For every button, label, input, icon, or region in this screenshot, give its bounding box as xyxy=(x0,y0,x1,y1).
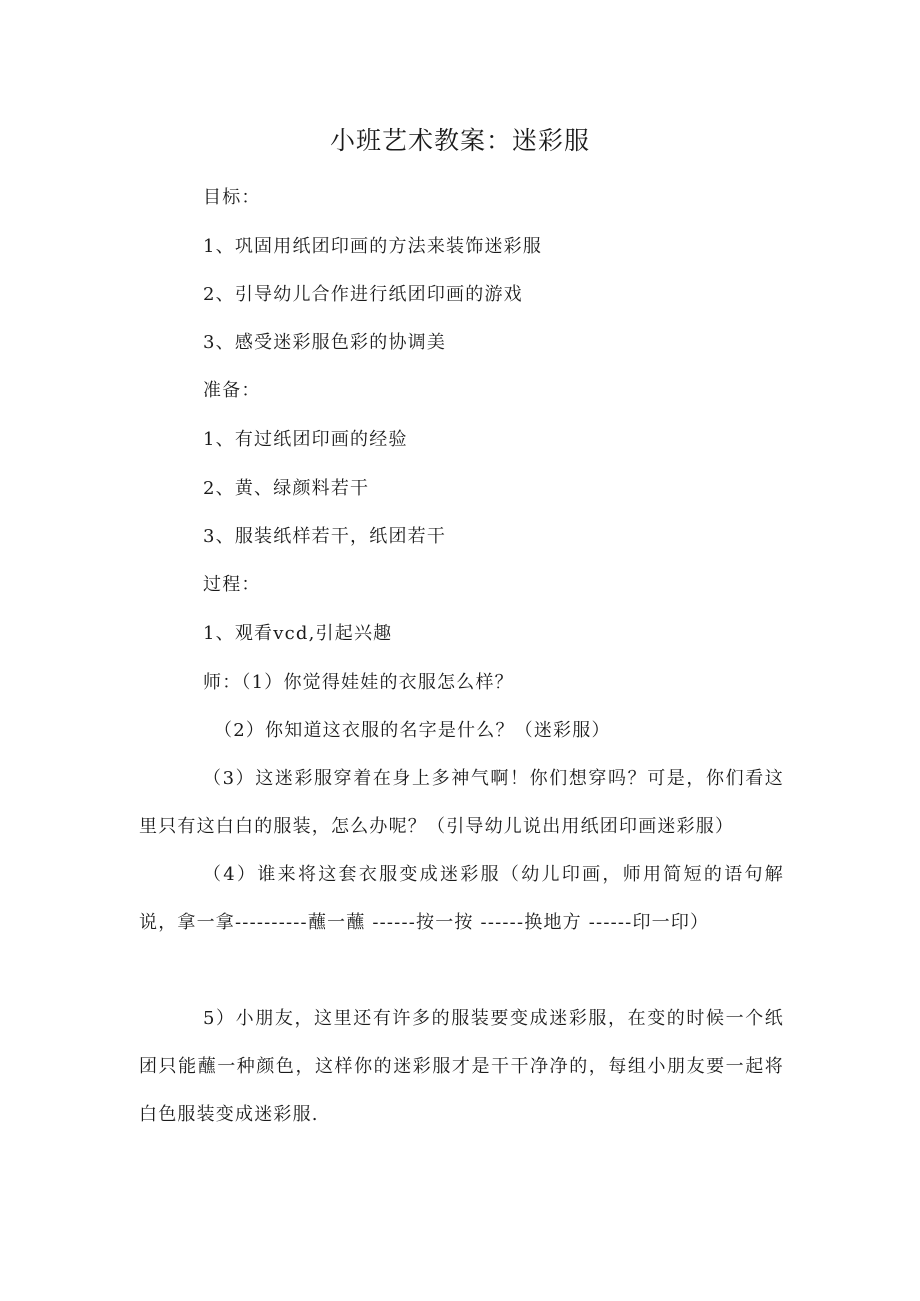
preparation-item-2: 2、黄、绿颜料若干 xyxy=(203,478,370,499)
goal-item-1: 1、巩固用纸团印画的方法来装饰迷彩服 xyxy=(203,236,543,257)
process-question-1: 师：（1）你觉得娃娃的衣服怎么样？ xyxy=(203,672,514,693)
preparation-item-3: 3、服装纸样若干，纸团若干 xyxy=(203,526,447,547)
preparation-heading: 准备： xyxy=(203,380,261,401)
process-question-5: 5）小朋友，这里还有许多的服装要变成迷彩服，在变的时候一个纸团只能蘸一种颜色，这样你的迷彩服才是干干净净的，每组小朋友要一起将白色服装变成迷彩服. xyxy=(139,1008,784,1125)
process-step-1: 1、观看vcd,引起兴趣 xyxy=(203,623,393,644)
goal-item-2: 2、引导幼儿合作进行纸团印画的游戏 xyxy=(203,284,523,305)
process-question-2: （2）你知道这衣服的名字是什么？（迷彩服） xyxy=(214,720,611,741)
process-heading: 过程： xyxy=(203,574,261,595)
goals-heading: 目标： xyxy=(203,187,261,208)
process-question-4: （4）谁来将这套衣服变成迷彩服（幼儿印画，师用简短的语句解说，拿一拿----------蘸一蘸 ------按一按 ------换地方 ------印一印） xyxy=(139,864,784,933)
preparation-item-1: 1、有过纸团印画的经验 xyxy=(203,429,408,450)
process-question-3: （3）这迷彩服穿着在身上多神气啊！你们想穿吗？可是，你们看这里只有这白白的服装，怎么办呢？（引导幼儿说出用纸团印画迷彩服） xyxy=(139,768,784,837)
document-title: 小班艺术教案：迷彩服 xyxy=(329,126,590,155)
goal-item-3: 3、感受迷彩服色彩的协调美 xyxy=(203,332,447,353)
